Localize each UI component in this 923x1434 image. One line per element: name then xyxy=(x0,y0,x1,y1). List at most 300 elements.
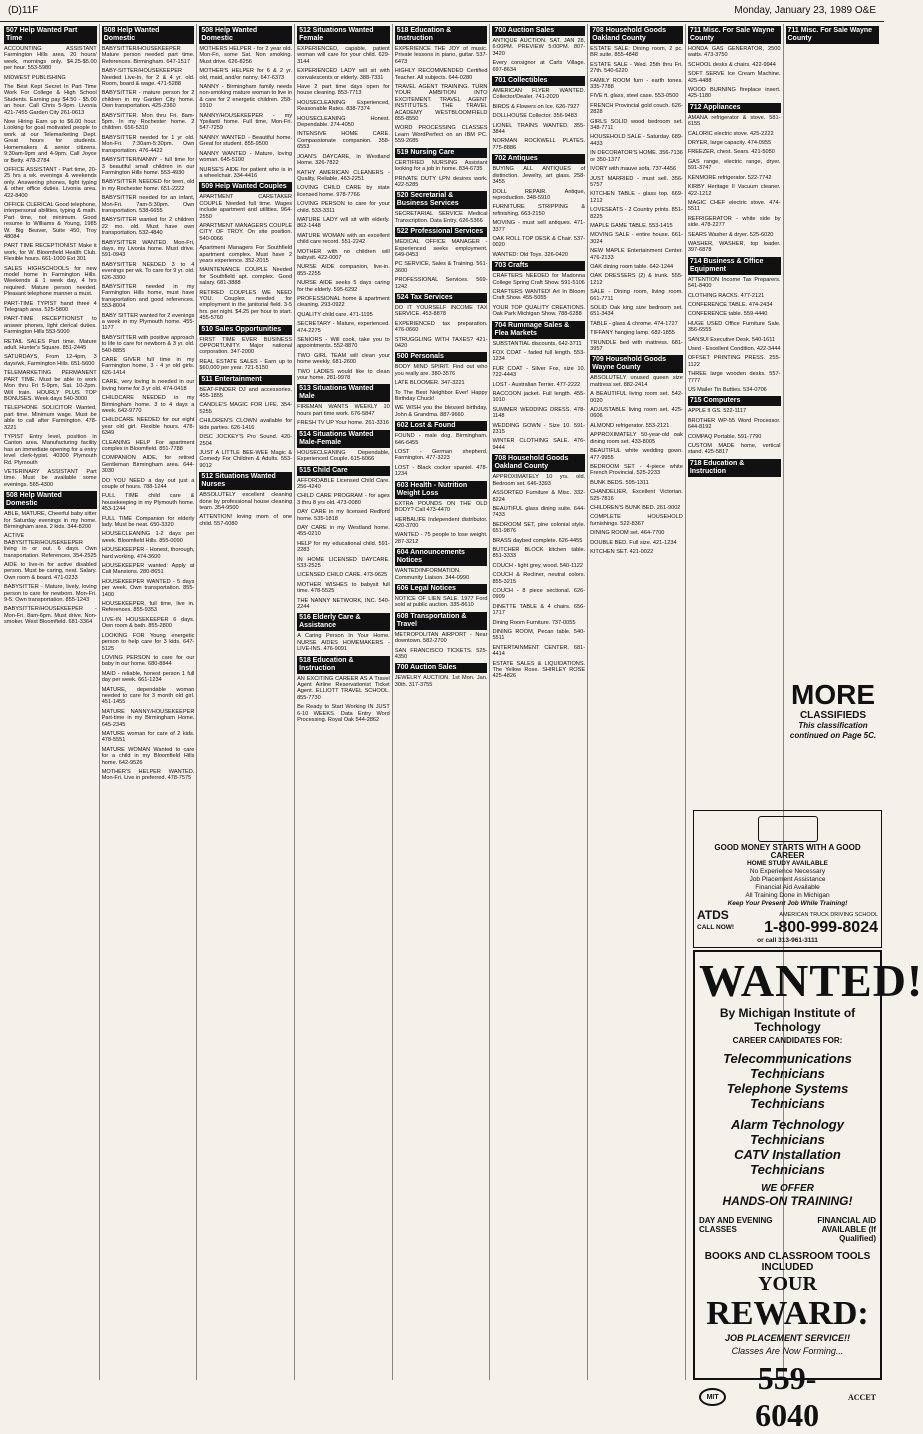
classified-ad: COUCH & Recliner, neutral colors. 855-3215 xyxy=(492,572,586,585)
classified-ad: NANNY WANTED - Beautiful home. Great for student. 855-9500 xyxy=(199,134,293,148)
wanted-offer-1: WE OFFER xyxy=(761,1183,814,1194)
classified-ad: MEDICAL OFFICE MANAGER - Experienced seeks employment. 649-0453 xyxy=(394,239,488,258)
classified-ad: CERTIFIED NURSING Assistant looking for a job in home. 834-6735 xyxy=(394,159,488,173)
section-heading: 704 Rummage Sales & Flea Markets xyxy=(492,321,585,339)
classified-ad: SECRETARIAL SERVICE Medical Transcription. Data Entry. 626-5366 xyxy=(394,211,488,224)
classified-ad: MATURE LADY will sit with elderly. 862-1448 xyxy=(297,216,390,230)
classified-ad: FAMILY ROOM furn - earth tones. 335-7788 xyxy=(590,77,683,91)
classified-ad: TABLE - glass & chrome. 474-1727 xyxy=(590,320,678,327)
more-title: MORE xyxy=(791,679,875,710)
classified-ad: DINING ROOM, Pecan table. 540-5511 xyxy=(492,629,586,642)
classified-ad: RACCOON jacket. Full length. 455-1010 xyxy=(492,391,586,404)
classified-ad: MATURE WOMAN Wanted to care for a child in my Bloomfield Hills home. 642-9526 xyxy=(101,746,195,766)
classified-ad: RETIRED COUPLES WE NEED YOU. Couples needed for employment in the janitorial field. 3-5 hrs. per night. $4.25 per hour to start. 455-5760 xyxy=(199,289,293,322)
classified-ad: EXPERIENCED LADY will sit with convalescents or elderly. 388-7331 xyxy=(297,68,390,81)
classified-ad: DOLLHOUSE Collector. 356-9483 xyxy=(492,113,578,120)
classified-ad: HONDA GAS GENERATOR, 2500 watts. 473-3750 xyxy=(687,46,781,59)
classified-ad: STRUGGLING WITH TAXES? 421-0420 xyxy=(394,336,488,349)
classified-ad: SECRETARY - Mature, experienced. 474-2275 xyxy=(297,321,390,334)
classified-ad: BABYSITTER/HOUSEKEEPER - Mon-Fri. 8am-6pm. Must drive. Non-smoker. West Bloomfield. 681-3364 xyxy=(4,606,97,626)
classified-ad: MOVING - must sell antiques. 471-3377 xyxy=(492,220,586,233)
classified-ad: JUST A LITTLE BEE-WEE Magic & Comedy For Children & Adults. 553-9012 xyxy=(199,449,293,469)
classified-ad: HUGE USED Office Furniture Sale. 356-6555 xyxy=(687,320,781,334)
section-heading: 604 Announcements Notices xyxy=(395,548,488,566)
classified-ad: BABY SITTER wanted for 2 evenings a week in my Plymouth home. 455-1177 xyxy=(101,312,195,332)
section-heading: 700 Auction Sales xyxy=(395,663,488,673)
section-heading: 518 Education & Instruction xyxy=(297,656,390,674)
classified-ad: CHILDCARE NEEDED in my Birmingham home. 3 to 4 days a week. 642-9770 xyxy=(101,395,195,414)
classified-ad: DAY CARE in my Westland home. 455-0210 xyxy=(297,524,390,538)
classified-ad: CLOTHING RACKS. 477-2121 xyxy=(687,292,765,299)
classified-ad: MOTHER with no children will babysit. 422-0007 xyxy=(297,248,390,261)
section-heading: 510 Sales Opportunities xyxy=(199,325,292,335)
classified-ad: HOUSECLEANING 1-2 days per week. Bloomfield Hills. 855-0090 xyxy=(101,531,195,544)
section-heading: 522 Professional Services xyxy=(395,227,488,237)
page-header-left: (D)11F xyxy=(8,5,39,16)
classified-ad: NURSE'S AIDE for patient who is in a wheelchair. 334-4416 xyxy=(199,166,293,179)
section-heading: 518 Education & Instruction xyxy=(395,26,488,44)
classified-ad: DO IT YOURSELF INCOME TAX SERVICE. 453-8878 xyxy=(394,304,488,318)
classified-ad: BUNK BEDS. 595-1311 xyxy=(590,479,649,486)
classified-ad: FIVE ft. glass, steel case. 553-0500 xyxy=(590,93,679,100)
classified-ad: MOVING SALE - entire house. 661-3024 xyxy=(590,232,683,245)
classified-ad: HOUSECLEANING Honest. Dependable. 274-4050 xyxy=(297,115,390,129)
classified-ad: SEARS Washer & dryer. 525-6020 xyxy=(687,231,774,238)
section-heading: 701 Collectibles xyxy=(492,76,585,86)
classified-ad: OAK DRESSERS (2) & trunk. 555-1212 xyxy=(590,273,683,286)
mit-logo: MIT xyxy=(699,1388,726,1406)
classified-ad: FULL TIME Companion for elderly lady. Must be neat. 650-3320 xyxy=(101,515,195,528)
mit-wanted-ad xyxy=(693,950,923,1433)
section-heading: 508 Help Wanted Domestic xyxy=(4,491,97,509)
classified-ad: SALES HIGHSCHOOLS for new model home in Farmington Hills. Weekends & 1 week day, 4 hrs required. Mature person needed. Pleasant telephone manner a must. xyxy=(4,265,97,298)
section-heading: 513 Situations Wanted Male xyxy=(297,384,390,402)
classified-ad: SUBSTANTIAL discounts. 642-3711 xyxy=(492,340,582,347)
section-heading: 508 Help Wanted Domestic xyxy=(199,26,292,44)
more-note: This classification continued on Page 5C. xyxy=(789,721,877,740)
classified-ad: APPROXIMATELY 10 yrs. old. Bedroom set. 646-3393 xyxy=(492,474,586,487)
classified-ad: PART-TIME TYPIST hand three 4 Telegraph area. 525-5800 xyxy=(4,300,97,314)
classified-ad: SOFT SERVE Ice Cream Machine. 425-4488 xyxy=(687,71,781,84)
classified-ad: CALORIC electric stove. 425-2222 xyxy=(687,130,774,137)
section-heading: 516 Elderly Care & Assistance xyxy=(297,613,390,631)
section-heading: 700 Auction Sales xyxy=(492,26,585,36)
classified-ad: ESTATE SALE - Wed. 25th thru Fri. 27th. 540-6220 xyxy=(590,61,683,75)
classified-ad: A BEAUTIFUL living room set. 542-0020 xyxy=(590,391,683,404)
classified-ad: BABYSITTER NEEDED 3 to 4 evenings per wk. To care for 9 yr. old. 626-3300 xyxy=(101,261,195,281)
column xyxy=(100,24,198,1380)
column xyxy=(588,24,686,1380)
atds-phone-2: or call 313-961-3111 xyxy=(757,937,818,944)
classified-ad: PROFESSIONAL Services. 569-1242 xyxy=(394,277,488,290)
classified-ad: MIDWEST PUBLISHING xyxy=(4,74,66,81)
page-header xyxy=(0,0,884,22)
classified-ad: AN EXCITING CAREER AS A Travel Agent Airline Reservationist Ticket Agent. ELLIOTT TRAVEL SCHOOL. 855-7730 xyxy=(297,675,390,701)
classified-ad: LOVING PERSON to care for your child. 533-3311 xyxy=(297,201,390,214)
classified-ad: WEDDING GOWN - Size 10. 591-2315 xyxy=(492,422,586,436)
classified-ad: LIVE-IN HOUSEKEEPER 6 days. Own room & bath. 855-2800 xyxy=(101,616,195,630)
classified-ad: NANNY WANTED - Mature, loving woman. 645-5100 xyxy=(199,150,293,164)
classified-ad: ESTATE SALES & LIQUIDATIONS. The Yellow Rose. SHIRLEY ROSE 425-4826 xyxy=(492,660,586,680)
classified-ad: HOUSEKEEPER WANTED - 5 days per week. Own transportation. 855-1400 xyxy=(101,578,195,598)
classified-ad: OAK dining room table. 642-1244 xyxy=(590,263,674,270)
classified-ad: KATHY AMERICAN CLEANERS - Quality, Reliable. 463-2251 xyxy=(297,169,390,182)
section-heading: 520 Secretarial & Business Services xyxy=(395,191,488,209)
truck-icon xyxy=(758,816,818,842)
classified-ad: MAINTENANCE COUPLE Needed for Southfield apt. complex. Good salary. 681-3888 xyxy=(199,267,293,287)
wanted-job: Telecommunications Technicians xyxy=(723,1051,852,1081)
classified-ad: Now Hiring Earn up to $6.00 hour. Looking for goal motivated people to work at our Telemarketing Dept. Great hours for students. Homemakers & senior citizens. 9:30am-9pm and 4-9pm. Call Joyce or Betty. 478-2784 xyxy=(4,119,97,164)
section-heading: 708 Household Goods Oakland County xyxy=(492,454,585,472)
classified-ad: IN DECORATOR'S HOME. 356-7136 or 350-1377 xyxy=(590,150,683,163)
classified-ad: BUTCHER BLOCK kitchen table. 851-3333 xyxy=(492,546,586,560)
classified-ad: TIFFANY hanging lamp. 682-1855 xyxy=(590,330,675,337)
classified-ad: SANSUI Executive Desk. 540-1611 xyxy=(687,336,776,343)
classified-ad: CUSTOM MADE home, vertical stand. 425-5817 xyxy=(687,443,781,456)
classified-ad: IN HOME LICENSED DAYCARE. 533-2525 xyxy=(297,556,390,569)
classified-ad: YOUR TOP QUALITY CREATIONS. Oak Park Michigan Show. 788-6288 xyxy=(492,304,586,318)
classified-ad: DO YOU NEED a day out just a couple of hours. 788-1244 xyxy=(101,477,195,490)
classified-ad: TELEPHONE SOLICITOR Wanted, part time. Minimum wage. Must be able to call after Farmington. 478-3221 xyxy=(4,405,97,431)
section-heading: 708 Household Goods Oakland County xyxy=(590,26,683,44)
classified-ad: MAID - reliable, honest person 1 full day per week. 661-1234 xyxy=(101,670,195,684)
wanted-job: Telephone Systems Technicians xyxy=(726,1081,849,1111)
classified-ad: BABYSITTER wanted for 2 children 22 mo. old. Must have own transportation. 532-4840 xyxy=(101,217,195,237)
classified-ad: HOUSEKEEPER wanted: Apply at Cali Mansions. 280-8651 xyxy=(101,563,195,576)
classified-ad: GAS range, electric range, dryer. 591-3747 xyxy=(687,158,781,172)
classified-ad: WORD PROCESSING CLASSES Learn WordPerfect on an IBM PC. 559-2685 xyxy=(394,125,488,145)
classified-ad: EXPERIENCED, capable, patient woman will care for your child. 629-3144 xyxy=(297,46,390,65)
classified-ad: BABYSITTER - mature person for 2 children in my Garden City home. Own transportation. 425-2360 xyxy=(101,90,195,110)
classified-ad: CONFERENCE TABLE. 474-2434 xyxy=(687,301,773,308)
classified-ad: MOTHERS HELPER - for 2 year old. Mon-Fri, some Sat. Non smoking. Must drive. 626-8256 xyxy=(199,46,293,65)
classified-ad: EXTRA POUNDS ON THE OLD BODY? Call 473-4470 xyxy=(394,500,488,514)
section-heading: 512 Situations Wanted Female xyxy=(297,26,390,44)
section-heading: 515 Child Care xyxy=(297,466,390,476)
classified-ad: Used - Excellent Condition. 422-3444 xyxy=(687,346,781,352)
classified-ad: CHILDREN'S CLOWN available for kids parties. 626-1416 xyxy=(199,418,293,431)
classified-ad: OFFSET PRINTING PRESS. 255-1122 xyxy=(687,355,781,368)
classified-ad: LATE BLOOMER. 347-3221 xyxy=(394,380,465,387)
classified-ad: JUST MARRIED - must sell. 356-5757 xyxy=(590,175,683,188)
classified-ad: ATTENTION Income Tax Preparers. 541-8400 xyxy=(687,276,781,290)
classified-ad: TELEMARKETING PERMANENT PART TIME. Must be able to work Mon thru Fri 5-9pm, Sat. 10-2pm. Will train. HOURLY PLUS TOP BONUSES. Week days 540-3000 xyxy=(4,370,97,402)
classified-ad: QUALITY child care. 471-1195 xyxy=(297,311,373,318)
classified-ad: SOLID Oak king size bedroom set. 651-3434 xyxy=(590,305,683,318)
section-heading: 703 Crafts xyxy=(492,261,585,271)
classified-ad: CARE, very loving is needed in our loving home for 3 yr old. 474-0418 xyxy=(101,379,195,392)
classified-ad: LOST - German shepherd. Farmington. 477-3223 xyxy=(394,449,488,462)
classified-ad: REAL ESTATE SALES - Earn up to $60,000 per year. 721-5150 xyxy=(199,358,293,372)
section-heading: 714 Business & Office Equipment xyxy=(688,257,781,275)
classified-ad: BEAUTIFUL glass dining suite. 644-7433 xyxy=(492,505,586,519)
classified-ad: WANTED - 75 people to lose weight. 287-3212 xyxy=(394,532,488,545)
column xyxy=(2,24,100,1380)
classified-ad: EXPERIENCE THE JOY of music. Private lessons in piano, guitar. 537-6473 xyxy=(394,46,488,65)
classified-ad: AIDE to live-in for active disabled person. Must be caring, neat. Salary. Own room & board. 471-0233 xyxy=(4,562,97,581)
classified-ad: BABYSITTER NEEDED for teen, old in my Rochester home. 651-2222 xyxy=(101,179,195,192)
section-heading: 519 Nursing Care xyxy=(395,148,488,158)
classified-ad: CRAFTERS WANTED! Art In Bloom Craft Show. 455-5055 xyxy=(492,288,586,302)
wanted-reward: REWARD: xyxy=(706,1295,869,1332)
classified-ad: REFRIGERATOR - white side by side. 478-2277 xyxy=(687,215,781,229)
classified-ad: BROTHER WP-55 Word Processor. 644-8192 xyxy=(687,417,781,431)
classified-ad: BABYSITTER/NANNY - full time for 3 beautiful small children in our Farmington Hills home. 553-4930 xyxy=(101,157,195,176)
classified-ad: HOUSECLEANING Dependable, Experienced Couple. 615-6066 xyxy=(297,449,390,463)
classified-ad: LOVING CHILD CARE by state licensed home. 978-7766 xyxy=(297,185,390,198)
column xyxy=(490,24,588,1380)
classified-ad: BEAUTIFUL white wedding gown. 477-9955 xyxy=(590,448,683,461)
classified-ad: MATURE NANNY/HOUSEKEEPER Part-time in my Birmingham Home. 645-2345 xyxy=(101,708,195,728)
section-heading: 603 Health - Nutrition Weight Loss xyxy=(395,481,488,499)
more-subtitle: CLASSIFIEDS xyxy=(799,710,867,721)
atds-brand-sub: AMERICAN TRUCK DRIVING SCHOOL xyxy=(779,912,878,918)
classified-ad: OFFICE ASSISTANT - Part time, 20-25 hrs a wk. evenings & weekends only. Answering phones, light typing & other office duties. Livonia area. 422-8400 xyxy=(4,166,97,199)
classified-ad: LICENSED CHILD CARE. 473-9625 xyxy=(297,572,388,579)
classified-ad: COUCH - 8 piece sectional. 626-0909 xyxy=(492,587,586,601)
classified-ad: MAPLE GAME TABLE. 553-1415 xyxy=(590,222,673,229)
classified-ad: PC SERVICE, Sales & Training. 561-3600 xyxy=(394,261,488,274)
classified-ad: PROFESSIONAL home & apartment cleaning. 293-0922 xyxy=(297,296,390,309)
classified-ad: BIRDS & Flowers on Ice. 626-7927 xyxy=(492,103,580,110)
classified-ad: KITCHEN TABLE - glass top. 669-1212 xyxy=(590,191,683,204)
classified-ad: DINETTE TABLE & 4 chairs. 656-1717 xyxy=(492,603,586,617)
wanted-right: FINANCIAL AID AVAILABLE (If Qualified) xyxy=(817,1216,876,1243)
classified-ad: SCHOOL desks & chairs. 422-9944 xyxy=(687,61,776,68)
classified-ad: NANNY - Birmingham family needs non-smoking mature woman to live in & care for 2 energetic children. 258-1910 xyxy=(199,84,293,110)
classified-ad: BABYSITTER/HOUSEKEEPER Mature person needed part time. References. Birmingham. 647-1517 xyxy=(101,46,195,65)
wanted-offer-2: HANDS-ON TRAINING! xyxy=(722,1194,853,1208)
classified-ad: SAN FRANCISCO TICKETS. 525-4350 xyxy=(394,647,488,660)
classified-ad: BABY-SITTER/HOUSEKEEPER Needed Live-In, for 2 & 4 yr. old. Room, board & wage. 471-5288 xyxy=(101,68,195,88)
classified-ad: AFFORDABLE Licensed Child Care. 256-4240 xyxy=(297,477,390,490)
classified-ad: BEDROOM SET, pine colonial style. 651-9876 xyxy=(492,521,586,535)
classified-ad: APARTMENT MANAGERS COUPLE CITY OF TROY. On site position. 540-0066 xyxy=(199,222,293,242)
classified-ad: SUMMER WEDDING DRESS. 478-1148 xyxy=(492,406,586,420)
classified-ad: BRASS daybed complete. 626-4455 xyxy=(492,537,583,544)
atds-item: All Training Done in Michigan xyxy=(745,892,830,899)
classified-ad: ENTERTAINMENT CENTER. 681-4414 xyxy=(492,644,586,658)
classified-ad: NORMAN ROCKWELL PLATES. 775-8886 xyxy=(492,138,586,151)
classified-ad: COMPAQ Portable. 591-7790 xyxy=(687,433,762,440)
classified-ad: ADJUSTABLE living room set. 425-0606 xyxy=(590,407,683,420)
wanted-your: YOUR xyxy=(758,1273,817,1295)
atds-ad xyxy=(693,810,882,948)
classified-ad: KITCHEN SET. 421-0022 xyxy=(590,548,654,555)
section-heading: 509 Help Wanted Couples xyxy=(199,182,292,192)
classified-ad: COMPANION AIDE, for retired Gentleman Birmingham area. 644-3030 xyxy=(101,455,195,475)
classified-ad: US Mailer Tin Butties. 534-0706 xyxy=(687,387,767,394)
classified-ad: CHANDELIER, Excellent Victorian. 525-7816 xyxy=(590,489,683,502)
classified-ad: LOST - Black cocker spaniel. 478-1234 xyxy=(394,464,488,478)
atds-item: No Experience Necessary xyxy=(749,868,826,875)
classified-ad: LOVING PERSON to care for our baby in our home. 680-8844 xyxy=(101,654,195,668)
classified-ad: CANDLE'S MAGIC FOR LIFE. 354-5255 xyxy=(199,402,293,415)
classified-ad: LOST - Australian Terrier. 477-2222 xyxy=(492,381,581,388)
classified-ad: ABLE, MATURE, Cheerful baby sitter for Saturday evenings in my home. Birmingham area. 2 kids. 344-8200 xyxy=(4,511,97,530)
classified-ad: TWO GIRL TEAM will clean your home weekly. 681-2600 xyxy=(297,352,390,366)
classified-ad: HOUSEKEEPER, full time, live in. References. 855-9353 xyxy=(101,601,195,614)
section-heading: 512 Situations Wanted Nurses xyxy=(199,472,292,490)
classified-ad: NURSE AIDE companion, live-in. 855-2255 xyxy=(297,264,390,277)
section-heading: 507 Help Wanted Part Time xyxy=(4,26,97,44)
classified-ad: ESTATE SALE: Dining room, 2 pc. BR suite. 855-4848 xyxy=(590,46,683,59)
classified-ad: PRIVATE DUTY LPN desires work. 422-5285 xyxy=(394,175,488,188)
classified-ad: WE WISH you the blessed birthday, John & Grandma. 887-9660 xyxy=(394,405,488,418)
classified-ad: A Caring Person In Your Home. NURSE AIDES HOMEMAKERS - LIVE-INS. 476-9091 xyxy=(297,633,390,653)
classified-ad: DINING ROOM set. 464-7700 xyxy=(590,530,665,537)
classified-ad: INTENSIVE HOME CARE. Compassionate companion. 358-6553 xyxy=(297,131,390,151)
atds-phone: 1-800-999-8024 xyxy=(764,919,878,936)
classified-ad: WANTED/INFORMATION. Community Liaison. 344-0990 xyxy=(394,568,470,581)
section-heading: 511 Entertainment xyxy=(199,375,292,385)
classified-ad: WASHER, WASHER, top loader. 397-6878 xyxy=(687,240,781,254)
section-heading: 711 Misc. For Sale Wayne County xyxy=(786,26,880,44)
atds-item: Financial Aid Available xyxy=(755,884,820,891)
classified-ad: DISC JOCKEY'S Pro Sound. 420-2504 xyxy=(199,434,293,447)
classified-ad: MATURE, dependable woman needed to care for 3 month old girl. 451-1455 xyxy=(101,686,195,706)
classified-ad: ATTENTION! loving mom of one child. 557-6080 xyxy=(199,514,293,527)
classified-ad: BUYING ALL ANTIQUES of distinction. Jewelry, art glass. 258-3455 xyxy=(492,166,586,186)
classified-ad: Be Ready to Start Working IN JUST 6-10 WEEKS. Data Entry Word Processing. Royal Oak 544-2862 xyxy=(297,704,390,724)
section-heading: 606 Legal Notices xyxy=(395,584,488,594)
classified-ad: WINTER CLOTHING SALE. 476-9444 xyxy=(492,438,586,451)
classified-ad: MATURE WOMAN with an excellent child care record. 551-2242 xyxy=(297,232,390,246)
classified-ad: WANTED: Old Toys. 326-0420 xyxy=(492,251,568,258)
more-classifieds-box xyxy=(784,680,882,772)
classified-ad: METROPOLITAN AIRPORT - Near downtown. 582-2700 xyxy=(394,631,488,645)
classified-ad: BABYSITTER needed for an infant, Mon-Fri. 7am-5:30pm. Own transportation. 538-6655 xyxy=(101,195,195,214)
classified-ad: OFFICE CLERICAL Good telephone, interpersonal abilities, typing & math. Part time, not minimum. Good resume to Williams & Young, 1985 W. Big Beaver, Suite 450, Troy 48084 xyxy=(4,201,97,240)
section-heading: 524 Tax Services xyxy=(395,293,488,303)
classified-ad: ABSOLUTELY excellent cleaning done by professional house cleaning team. 354-9500 xyxy=(199,492,293,511)
page-header-right: Monday, January 23, 1989 O&E xyxy=(734,5,876,16)
classified-ad: FRENCH Provincial gold couch. 626-2828 xyxy=(590,102,683,116)
classified-ad: CRAFTERS NEEDED for Madonna College Spring Craft Show. 591-5106 xyxy=(492,273,586,286)
classified-ad: EXPERIENCED tax preparation. 476-0660 xyxy=(394,320,488,334)
classified-ad: Apartment Managers For Southfield apartment complex. Must have 2 years experience. 352-2015 xyxy=(199,245,293,264)
wanted-sub: CAREER CANDIDATES FOR: xyxy=(732,1036,843,1045)
classified-ad: HOUSECLEANING Experienced, Reasonable Rates. 838-7374 xyxy=(297,99,390,113)
classified-ad: IVORY with mauve sofa. 737-4456 xyxy=(590,166,677,173)
classified-ad: FOUND - male dog. Birmingham. 646-6455 xyxy=(394,433,488,446)
classified-ad: FREEZER, chest. Sears. 421-5050 xyxy=(687,149,775,156)
classified-ad: LOOKING FOR Young energetic person to help care for 3 kids. 647-5125 xyxy=(101,632,195,652)
wanted-now: Classes Are Now Forming... xyxy=(731,1346,844,1356)
classified-ad: GIRLS SOLID wood bedroom set. 348-7711 xyxy=(590,118,683,132)
classified-ad: DRYER, large capacity. 474-0955 xyxy=(687,140,772,147)
classified-ad: CHILDREN'S BUNK BED. 261-9002 xyxy=(590,504,681,511)
classified-ad: CHILD CARE PROGRAM - for ages 3 thru 8 yrs old. 473-0080 xyxy=(297,493,390,506)
classified-ad: TRAVEL AGENT TRAINING. TURN YOUR AMBITION INTO EXCITEMENT. TRAVEL AGENT INSTITUTES. THE TRAVEL ACADEMY WESTBLOOMFIELD 855-8550 xyxy=(394,84,488,123)
classified-ad: THREE large wooden desks. 557-7777 xyxy=(687,371,781,384)
classified-ad: THE NANNY NETWORK, INC. 540-2244 xyxy=(297,597,390,610)
wanted-books: BOOKS AND CLASSROOM TOOLS INCLUDED xyxy=(704,1251,871,1273)
classified-ad: ACTIVE BABYSITTER/HOUSEKEEPER living in or out. 6 days. Own transportation. References. 354-2525 xyxy=(4,533,97,559)
classified-ad: APPLE II GS. 522-1117 xyxy=(687,408,747,415)
classified-ad: DOLL REPAIR. Antique, reproduction. 348-5910 xyxy=(492,188,586,201)
classified-ad: MAGIC CHEF electric stove. 474-5511 xyxy=(687,199,781,213)
classified-ad: MOTHER'S HELPER for 6 & 2 yr. old, maid, and/or nanny. 647-6373 xyxy=(199,68,293,81)
classified-ad: NANNY/HOUSEKEEPER - my Ypsilanti home. Full time, Mon-Fri. 547-7259 xyxy=(199,112,293,132)
classified-ad: FRESH TV UP Your home. 261-3316 xyxy=(297,420,389,427)
section-heading: 718 Education & Instruction xyxy=(688,459,781,477)
classified-ad: TRUNDLE bed with mattress. 681-3957 xyxy=(590,339,683,353)
classified-ad: MOTHER'S HELPER WANTED. Mon-Fri. Live in preferred. 478-7575 xyxy=(101,769,195,782)
classified-ad: ACCOUNTING ASSISTANT Farmington Hills area. 20 hours/ week, mornings only. $4.25-$5.00 per hour. 553-5980 xyxy=(4,46,97,72)
classified-ad: COUCH - light grey, wood. 540-1122 xyxy=(492,562,584,569)
wanted-title: WANTED! xyxy=(699,955,923,1006)
classified-ad: CONFERENCE table. 559-4440 xyxy=(687,311,768,318)
section-heading: 514 Situations Wanted Male-Female xyxy=(297,430,390,448)
classified-ad: BABYSITTER. Mon thru Fri. 8am-5pm. In my Rochester home. 2 children. 656-5310 xyxy=(101,112,195,132)
classified-ad: To The Best Neighbor Ever! Happy Birthday Chuck! xyxy=(394,389,488,403)
classified-ad: FULL TIME child care & housekeeping in my Plymouth home. 453-1244 xyxy=(101,493,195,513)
section-heading: 709 Household Goods Wayne County xyxy=(590,355,683,373)
classified-ad: COMPLETE HOUSEHOLD furnishings. 522-8367 xyxy=(590,514,683,527)
classified-ad: FUR COAT - Silver Fox, size 10. 722-4443 xyxy=(492,365,586,379)
atds-sub: HOME STUDY AVAILABLE xyxy=(746,860,828,867)
classified-ad: SALE - Dining room, living room. 661-7711 xyxy=(590,289,683,302)
classified-ad: TYPIST Entry level, position in Canton area. Manufacturing facility has an immediate opening for a entry level clerk-typist. 40300 Plymouth Rd. Plymouth xyxy=(4,433,97,466)
classified-ad: FURNITURE STRIPPING & refinishing. 663-2150 xyxy=(492,204,586,217)
classified-ad: ANTIQUE AUCTION. SAT. JAN 28, 6:00PM. PREVIEW 5:00PM. 807-3420 xyxy=(492,38,586,57)
classified-ad: KENMORE refrigerator. 522-7742 xyxy=(687,174,772,181)
wanted-by: By Michigan Institute of Technology xyxy=(719,1006,856,1034)
classified-ad: FOX COAT - faded full length. 553-1234 xyxy=(492,350,586,363)
section-heading: 608 Transportation & Travel xyxy=(395,612,488,630)
classified-ad: JOAN'S DAYCARE, in Westland Home. 326-7822 xyxy=(297,153,390,167)
classified-ad: NOTICE OF LIEN SALE. 1977 Ford sold at public auction. 335-8610 xyxy=(394,595,488,609)
classified-ad: ASSORTED Furniture & Misc. 332-8224 xyxy=(492,490,586,503)
atds-slogan: Keep Your Present Job While Training! xyxy=(727,900,848,907)
section-heading: 712 Appliances xyxy=(688,103,781,113)
classified-ad: BABYSITTER with positive approach to life to care for newborn & 3 yr. old. 540-8855 xyxy=(101,334,195,354)
classified-ad: BABYSITTER needed in my Farmington Hills home, must have transportation and good references. 553-8004 xyxy=(101,284,195,310)
section-heading: 715 Computers xyxy=(688,396,781,406)
classified-ad: APPROXIMATELY 50-year-old oak dining room set. 433-8005 xyxy=(590,432,683,445)
classified-ad: Dining Room Furniture. 737-0055 xyxy=(492,619,576,626)
classified-ad: WOOD BURNING fireplace insert. 425-1180 xyxy=(687,87,781,100)
classified-ad: BEAT-FINDER DJ and accessories. 455-1855 xyxy=(199,386,293,400)
classified-ad: BABYSITTER needed for 1 yr old. Mon-Fri. 7:30am-5:30pm. Own transportation. 476-4422 xyxy=(101,134,195,154)
classified-ad: NEW MAPLE Entertainment Center. 476-2133 xyxy=(590,248,683,261)
classified-ad: BABYSITTER - Mature, lively, loving person to care for newborn. Mon-Fri. 9-5. Own transportation. 855-1243 xyxy=(4,584,97,604)
atds-call: CALL NOW! xyxy=(697,924,735,931)
classified-ad: TWO LADIES would like to clean your home. 281-9978 xyxy=(297,368,390,382)
column xyxy=(393,24,491,1380)
classified-ad: DAY CARE in my licensed Redford home. 535-1818 xyxy=(297,509,390,522)
classified-ad: HELP for my educational child. 591-2283 xyxy=(297,540,390,554)
classified-ad: LOVESEATS - 2 Country prints. 851-8225 xyxy=(590,207,683,220)
classified-ad: ALMOND refrigerator. 553-2121 xyxy=(590,422,670,429)
classified-ad: The Best Kept Secret In Part Time Work For College & High School Students. Earning pay $4.50 - $5.00 an hour. Call Chris 5-9pm. Livonia 421-7455 Garden City 261-0613 xyxy=(4,84,97,116)
classified-ad: BABYSITTER WANTED. Mon-Fri, days, my Livonia home. Must drive. 591-0943 xyxy=(101,239,195,259)
section-heading: 702 Antiques xyxy=(492,154,585,164)
classified-ad: Every consignor at Carls Village. 697-8634 xyxy=(492,60,586,73)
section-heading: 500 Personals xyxy=(395,352,488,362)
section-heading: 508 Help Wanted Domestic xyxy=(102,26,195,44)
classified-ad: LIONEL TRAINS WANTED. 355-3844 xyxy=(492,122,586,136)
classified-ad: OAK ROLL TOP DESK & Chair. 537-0020 xyxy=(492,235,586,249)
wanted-job: Alarm Technology Technicians xyxy=(731,1117,844,1147)
classified-ad: KIRBY Heritage II Vacuum cleaner. 422-1212 xyxy=(687,184,781,197)
classified-ad: DOUBLE BED. Full size. 421-1234 xyxy=(590,539,677,546)
classified-ad: BODY MIND SPIRIT. Find out who you really are. 380-3576 xyxy=(394,364,488,377)
atds-title: GOOD MONEY STARTS WITH A GOOD CAREER xyxy=(714,843,861,860)
classified-ad: HERBALIFE Independent distributor. 420-3700 xyxy=(394,516,488,529)
classified-ad: SENIORS - Will cook, take you to appointments. 552-8870 xyxy=(297,337,390,350)
